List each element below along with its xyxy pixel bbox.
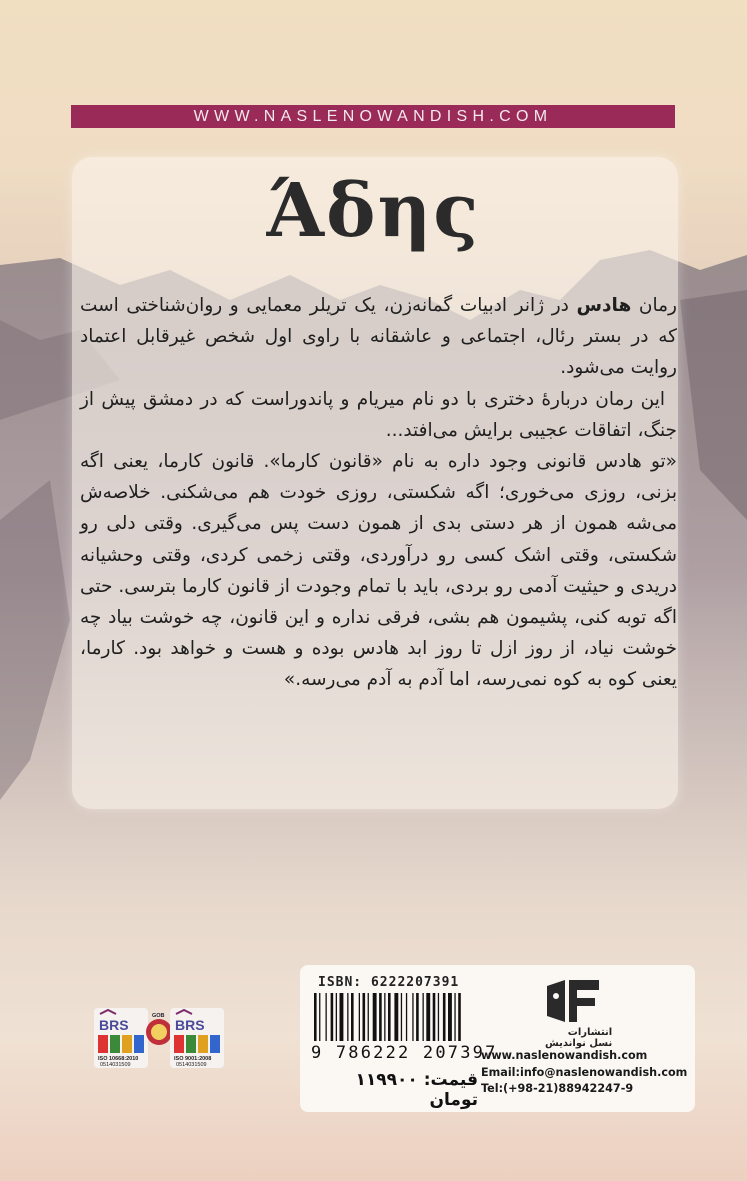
barcode-bar (319, 993, 320, 1041)
publisher-logo-icon (543, 976, 603, 1028)
barcode-bar (384, 993, 385, 1041)
svg-text:ISO 9001:2008: ISO 9001:2008 (174, 1056, 212, 1062)
brs-left-logo (94, 1008, 148, 1068)
barcode-bar (336, 993, 337, 1041)
email-link[interactable]: Email:info@naslenowandish.com (481, 1065, 688, 1079)
barcode-bar (340, 993, 344, 1041)
barcode (312, 993, 472, 1041)
barcode-bar (423, 993, 424, 1041)
svg-text:0514031509: 0514031509 (100, 1062, 131, 1068)
svg-text:0514031509: 0514031509 (176, 1062, 207, 1068)
description-paragraph-1: رمان هادس در ژانر ادبیات گمانه‌زن، یک تریلر معمایی و روان‌شناختی است که در بستر رئال، اجتماعی و عاشقانه با راوی اول شخص غیرقابل اعتماد روایت می‌شود. (80, 295, 677, 379)
gob-seal (146, 1013, 172, 1045)
brs-right-logo (170, 1008, 224, 1068)
barcode-bar (347, 993, 348, 1041)
barcode-bar (454, 993, 455, 1041)
phone-number: Tel:(+98-21)88942247-9 (481, 1082, 634, 1095)
barcode-bar (448, 993, 452, 1041)
price-label: قیمت: ۱۱۹۹۰۰ تومان (355, 1070, 478, 1110)
barcode-bar (412, 993, 413, 1041)
svg-text:ISO 10668:2010: ISO 10668:2010 (98, 1056, 139, 1062)
quote-paragraph: «تو هادس قانونی وجود داره به نام «قانون کارما». قانون کارما، یعنی اگه بزنی، روزی می‌خوری؛ اگه شکستی، روزی خودت هم می‌شکنی. خلاصه‌ش می‌شه همون از هر دستی بدی از همون دست پس می‌گیری. وقتی دلی رو شکستی، وقتی اشک کسی رو درآوردی، وقتی زخمی کردی، وقتی وحشیانه دریدی و حیثیت آدمی رو بردی، باید با تمام وجودت از قانون کارما بترسی. حتی اگه توبه کنی، پشیمون هم بشی، فرقی نداره و این قانون، چه خوشت بیاد چه خوشت نیاد، از روز ازل تا روز ابد هادس بوده و هست و خواهد بود. کارما، یعنی کوه به کوه نمی‌رسه، اما آدم به آدم می‌رسه.» (80, 451, 677, 691)
svg-text:BRS: BRS (175, 1017, 205, 1033)
barcode-bar (379, 993, 382, 1041)
svg-text:GOB: GOB (152, 1013, 165, 1019)
website-banner: WWW.NASLENOWANDISH.COM (71, 105, 675, 128)
book-name-bold: هادس (576, 295, 632, 316)
barcode-bar (368, 993, 369, 1041)
ean-number: 9 786222 207397 (311, 1043, 498, 1063)
website-link[interactable]: www.naslenowandish.com (481, 1049, 648, 1062)
svg-text:BRS: BRS (99, 1017, 129, 1033)
barcode-bar (326, 993, 327, 1041)
isbn-label: ISBN: 6222207391 (318, 975, 460, 990)
barcode-bar (406, 993, 407, 1041)
barcode-bar (438, 993, 439, 1041)
publisher-contact (481, 1048, 687, 1098)
barcode-bar (373, 993, 377, 1041)
description-paragraph-2: این رمان دربارهٔ دختری با دو نام میریام و پاندوراست که در دمشق پیش از جنگ، اتفاقات عجیبی برایش می‌افتد... (80, 388, 677, 441)
barcode-bar (426, 993, 430, 1041)
barcode-bar (443, 993, 446, 1041)
barcode-bar (401, 993, 402, 1041)
barcode-bar (416, 993, 419, 1041)
barcode-bar (331, 993, 334, 1041)
barcode-bar (314, 993, 317, 1041)
synopsis-text (80, 290, 677, 696)
certification-logos (94, 1008, 224, 1068)
barcode-bar (363, 993, 366, 1041)
book-title: Άδης (266, 168, 481, 254)
barcode-bar (351, 993, 354, 1041)
barcode-bar (433, 993, 436, 1041)
barcode-bar (388, 993, 391, 1041)
barcode-bar (359, 993, 360, 1041)
publisher-name: انتشارات نسل نواندیش (545, 1027, 613, 1049)
barcode-bar (394, 993, 398, 1041)
barcode-bar (458, 993, 461, 1041)
